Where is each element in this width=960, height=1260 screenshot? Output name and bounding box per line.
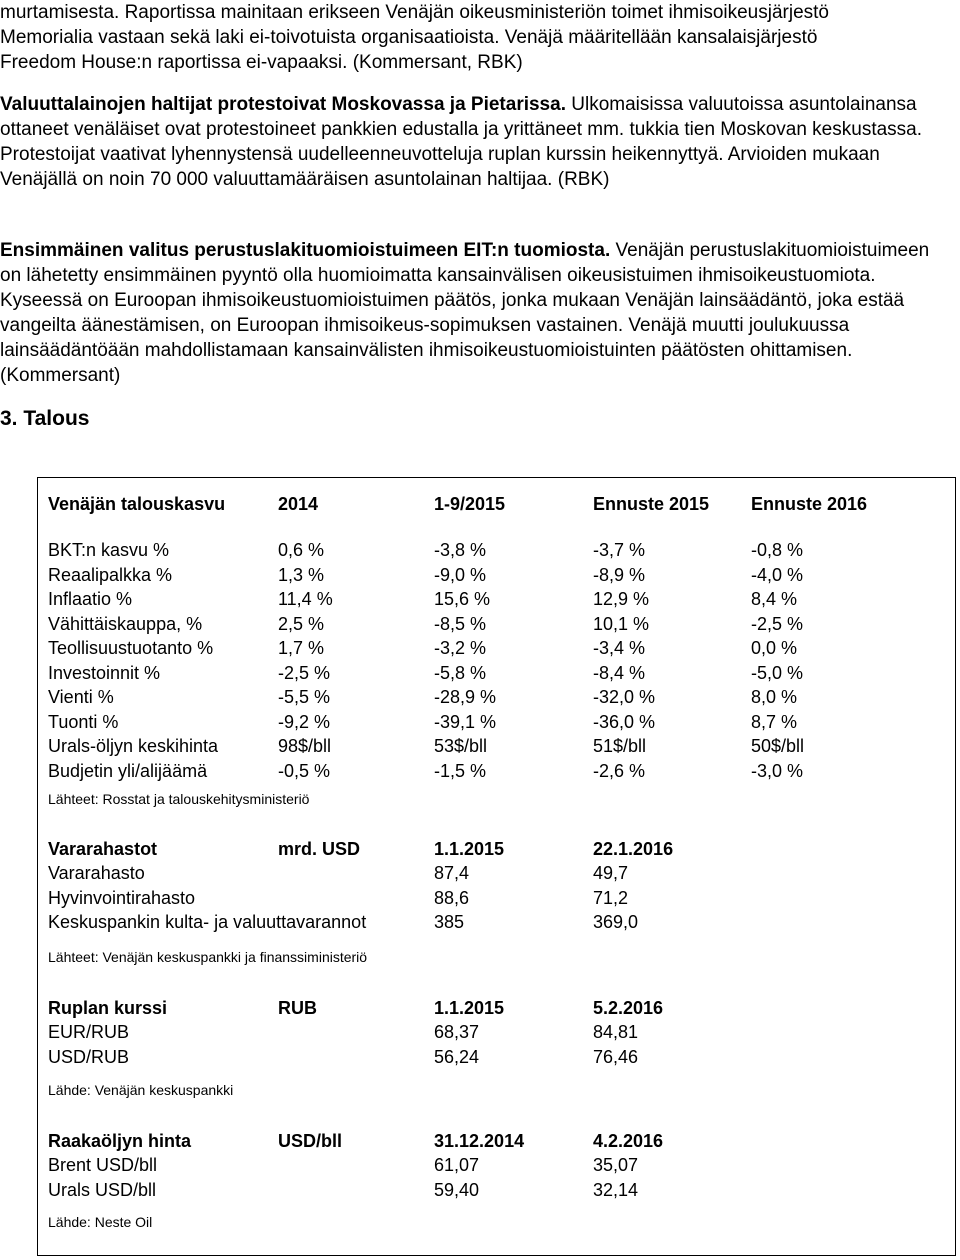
table-cell: 35,07 — [593, 1155, 639, 1176]
table-cell: USD/RUB — [48, 1046, 130, 1067]
paragraph-constitutional-court — [0, 238, 952, 388]
table-header-cell: 4.2.2016 — [593, 1130, 664, 1151]
table-cell: 8,7 % — [751, 711, 798, 732]
table-cell: 59,40 — [434, 1179, 480, 1200]
table-cell: -1,5 % — [434, 760, 487, 781]
table-row — [48, 710, 901, 735]
table-cell: 385 — [434, 912, 465, 933]
table-row — [48, 1045, 753, 1070]
table-cell: 76,46 — [593, 1046, 639, 1067]
table-row — [48, 588, 901, 613]
ruble-table — [48, 996, 753, 1070]
table-header-cell: 1.1.2015 — [434, 838, 505, 859]
table-cell: -8,4 % — [593, 662, 646, 683]
table-header-cell: USD/bll — [278, 1130, 343, 1151]
table-row — [48, 686, 901, 711]
table-cell: 32,14 — [593, 1179, 639, 1200]
table-header-cell: 2014 — [278, 493, 319, 514]
oil-table-source: Lähde: Neste Oil — [48, 1214, 153, 1230]
paragraph-line: Freedom House:n raportissa ei-vapaaksi. (Kommersant, RBK) — [0, 52, 523, 73]
table-row — [48, 1021, 753, 1046]
table-cell: -3,0 % — [751, 760, 804, 781]
section-heading: 3. Talous — [0, 407, 90, 430]
table-cell: 10,1 % — [593, 613, 650, 634]
table-header-cell: 31.12.2014 — [434, 1130, 525, 1151]
table-cell: Brent USD/bll — [48, 1155, 158, 1176]
table-row — [48, 539, 901, 564]
reserves-table-source: Lähteet: Venäjän keskuspankki ja finanssiministeriö — [48, 949, 368, 965]
table-cell: Hyvinvointirahasto — [48, 887, 196, 908]
paragraph-body: Ulkomaisissa valuutoissa asuntolainansa ottaneet venäläiset ovat protestoineet pankkien edustalla ja yrittäneet mm. tukkia tien Moskovan keskustassa. Protestoijat vaativat lyhennystensä uudelleenneuvotteluja ruplan kurssin heikennyttyä. Arvioiden mukaan Venäjällä on noin 70 000 valuuttamääräisen asuntolainan haltijaa. (RBK) — [0, 94, 923, 190]
table-cell: 87,4 — [434, 863, 470, 884]
table-cell: 8,4 % — [751, 589, 798, 610]
table-cell: -3,4 % — [593, 638, 646, 659]
table-row — [48, 661, 901, 686]
table-header-cell: RUB — [278, 997, 317, 1018]
table-cell: 56,24 — [434, 1046, 480, 1067]
table-cell: -5,8 % — [434, 662, 487, 683]
table-cell: -36,0 % — [593, 711, 656, 732]
table-cell: 12,9 % — [593, 589, 650, 610]
table-row — [48, 1178, 753, 1203]
table-cell: 53$/bll — [434, 736, 488, 757]
table-header-cell: Raakaöljyn hinta — [48, 1130, 192, 1151]
table-cell: -5,5 % — [278, 687, 331, 708]
table-cell: 51$/bll — [593, 736, 647, 757]
table-header-cell: 1.1.2015 — [434, 997, 505, 1018]
table-cell: 88,6 — [434, 887, 470, 908]
table-cell: Investoinnit % — [48, 662, 161, 683]
table-header-cell: Vararahastot — [48, 838, 158, 859]
table-header-row — [48, 996, 753, 1021]
table-cell: -9,0 % — [434, 564, 487, 585]
table-cell: 8,0 % — [751, 687, 798, 708]
table-cell: Urals USD/bll — [48, 1179, 157, 1200]
table-row — [48, 563, 901, 588]
table-cell: -2,5 % — [751, 613, 804, 634]
table-cell: -8,5 % — [434, 613, 487, 634]
table-cell: 0,0 % — [751, 638, 798, 659]
table-cell: BKT:n kasvu % — [48, 540, 170, 561]
table-cell: 1,7 % — [278, 638, 325, 659]
table-row — [48, 759, 901, 784]
reserves-table — [48, 837, 753, 935]
table-header-cell: Venäjän talouskasvu — [48, 493, 226, 514]
paragraph-report-continuation — [0, 0, 952, 75]
table-cell: Inflaatio % — [48, 589, 133, 610]
table-cell: -28,9 % — [434, 687, 497, 708]
table-cell: -39,1 % — [434, 711, 497, 732]
table-cell: -3,2 % — [434, 638, 487, 659]
table-row — [48, 886, 753, 911]
growth-table — [48, 492, 901, 784]
table-header-cell: Ennuste 2016 — [751, 493, 868, 514]
table-row — [48, 911, 753, 936]
table-header-row — [48, 837, 753, 862]
table-header-cell: 22.1.2016 — [593, 838, 674, 859]
table-cell: 369,0 — [593, 912, 639, 933]
table-cell: 98$/bll — [278, 736, 332, 757]
table-cell: Vararahasto — [48, 863, 145, 884]
table-row — [48, 612, 901, 637]
table-cell: Keskuspankin kulta- ja valuuttavarannot — [48, 912, 367, 933]
table-cell: -3,8 % — [434, 540, 487, 561]
table-cell: -9,2 % — [278, 711, 331, 732]
table-cell: Budjetin yli/alijäämä — [48, 760, 208, 781]
table-row — [48, 862, 753, 887]
table-cell: -0,8 % — [751, 540, 804, 561]
table-cell: 61,07 — [434, 1155, 480, 1176]
table-cell: -3,7 % — [593, 540, 646, 561]
table-cell: Reaalipalkka % — [48, 564, 173, 585]
table-header-cell: 5.2.2016 — [593, 997, 664, 1018]
table-cell: -0,5 % — [278, 760, 331, 781]
table-cell: Urals-öljyn keskihinta — [48, 736, 219, 757]
table-header-row — [48, 492, 901, 517]
table-cell: 68,37 — [434, 1022, 480, 1043]
table-cell: -2,6 % — [593, 760, 646, 781]
table-cell: -5,0 % — [751, 662, 804, 683]
table-cell: 84,81 — [593, 1022, 639, 1043]
ruble-table-source: Lähde: Venäjän keskuspankki — [48, 1082, 234, 1098]
paragraph-currency-loans — [0, 92, 952, 192]
table-cell: Vähittäiskauppa, % — [48, 613, 203, 634]
paragraph-title: Valuuttalainojen haltijat protestoivat Moskovassa ja Pietarissa. — [0, 94, 566, 115]
table-cell: 1,3 % — [278, 564, 325, 585]
table-header-cell: mrd. USD — [278, 838, 361, 859]
paragraph-line: murtamisesta. Raportissa mainitaan erikseen Venäjän oikeusministeriön toimet ihmisoikeusjärjestö — [0, 2, 829, 23]
table-header-cell: Ruplan kurssi — [48, 997, 168, 1018]
table-cell: -32,0 % — [593, 687, 656, 708]
table-cell: 71,2 — [593, 887, 629, 908]
table-cell: -2,5 % — [278, 662, 331, 683]
table-header-cell: 1-9/2015 — [434, 493, 506, 514]
table-cell: -8,9 % — [593, 564, 646, 585]
table-cell: Teollisuustuotanto % — [48, 638, 214, 659]
paragraph-line: Memorialia vastaan sekä laki ei-toivotuista organisaatioista. Venäjä määritellään kansalaisjärjestö — [0, 27, 818, 48]
table-spacer-row — [48, 517, 901, 539]
table-row — [48, 1154, 753, 1179]
oil-table — [48, 1129, 753, 1203]
table-cell: EUR/RUB — [48, 1022, 130, 1043]
table-cell: 0,6 % — [278, 540, 325, 561]
table-header-row — [48, 1129, 753, 1154]
table-header-cell: Ennuste 2015 — [593, 493, 710, 514]
paragraph-title: Ensimmäinen valitus perustuslakituomioistuimeen EIT:n tuomiosta. — [0, 240, 611, 261]
table-cell: Vienti % — [48, 687, 114, 708]
table-row — [48, 637, 901, 662]
table-cell: 15,6 % — [434, 589, 491, 610]
table-cell: -4,0 % — [751, 564, 804, 585]
growth-table-source: Lähteet: Rosstat ja talouskehitysministeriö — [48, 791, 310, 807]
paragraph-body: Venäjän perustuslakituomioistuimeen on lähetetty ensimmäinen pyyntö olla huomioimatta kansainvälisen oikeusistuimen ihmisoikeustuomiota. Kyseessä on Euroopan ihmisoikeustuomioistuimen päätös, jonka mukaan Venäjän lainsäädäntö, joka estää vangeilta äänestämisen, on Euroopan ihmisoikeus-sopimuksen vastainen. Venäjä muutti joulukuussa lainsäädäntöään mahdollistamaan kansainvälisten ihmisoikeustuomioistuinten päätösten ohittamisen. (Kommersant) — [0, 240, 930, 386]
table-cell: 49,7 — [593, 863, 629, 884]
table-cell: 11,4 % — [278, 589, 333, 610]
table-cell: 2,5 % — [278, 613, 325, 634]
table-cell: 50$/bll — [751, 736, 805, 757]
table-row — [48, 735, 901, 760]
table-cell: Tuonti % — [48, 711, 119, 732]
